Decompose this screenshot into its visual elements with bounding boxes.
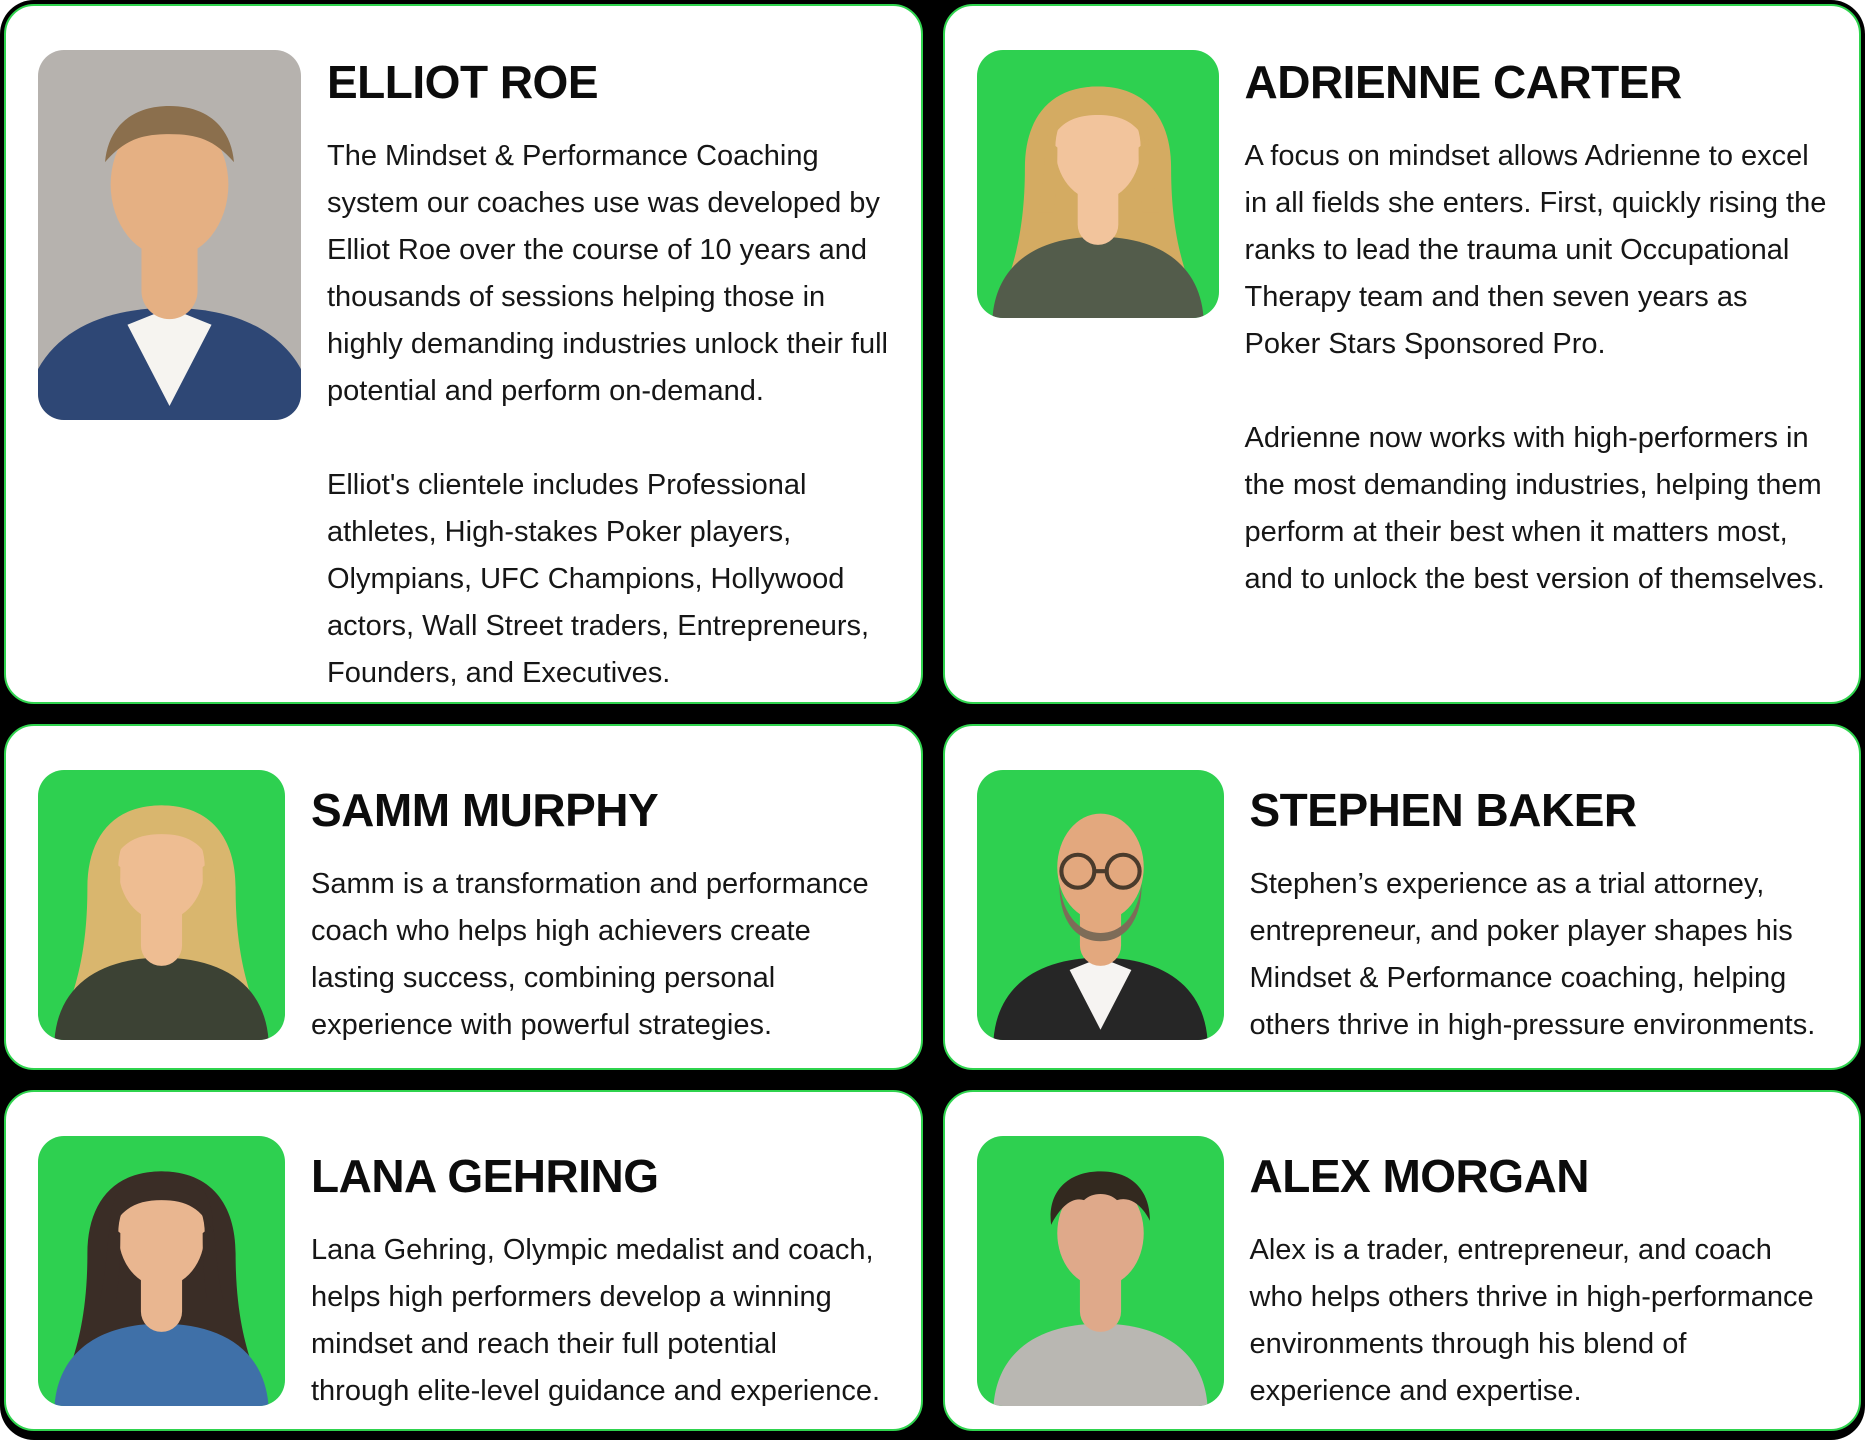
person-portrait-icon: [977, 770, 1224, 1040]
coach-name: LANA GEHRING: [311, 1150, 659, 1202]
coach-name: ADRIENNE CARTER: [1244, 56, 1682, 108]
coach-card-elliot-roe: [4, 4, 923, 704]
person-portrait-icon: [38, 1136, 285, 1406]
coach-text-column: [311, 1132, 893, 1415]
coach-bio: [1250, 1227, 1832, 1415]
coach-bio-paragraph: The Mindset & Performance Coaching system our coaches use was developed by Elliot Roe over the course of 10 years and thousands of sessions helping those in highly demanding industries unlock their full potential and perform on-demand.: [327, 139, 888, 407]
coach-bio: [311, 861, 893, 1049]
person-portrait-icon: [38, 50, 301, 420]
coach-bio-paragraph: Alex is a trader, entrepreneur, and coach who helps others thrive in high-performance environments through his blend of experience and expertise.: [1249, 1233, 1814, 1407]
coach-card-adrienne-carter: [943, 4, 1862, 704]
person-portrait-icon: [977, 50, 1219, 318]
coach-bio: [327, 133, 893, 697]
coach-name: STEPHEN BAKER: [1249, 784, 1637, 836]
coach-bio-paragraph: Adrienne now works with high-performers in the most demanding industries, helping them perform at their best when it matters most, and to unlock the best version of themselves.: [1244, 421, 1825, 595]
coach-photo: [977, 50, 1219, 318]
coach-bio-paragraph: Elliot's clientele includes Professional athletes, High-stakes Poker players, Olympians, UFC Champions, Hollywood actors, Wall Street traders, Entrepreneurs, Founders, and Executives.: [327, 468, 870, 689]
coach-photo: [38, 50, 301, 420]
coach-bio: [311, 1227, 893, 1415]
coach-name: ALEX MORGAN: [1249, 1150, 1589, 1202]
coach-card-samm-murphy: [4, 724, 923, 1070]
coach-bio-paragraph: Stephen’s experience as a trial attorney, entrepreneur, and poker player shapes his Mindset & Performance coaching, helping others thrive in high-pressure environments.: [1249, 867, 1816, 1041]
coach-photo: [977, 1136, 1224, 1406]
coach-text-column: [311, 766, 893, 1049]
coach-bio-paragraph: A focus on mindset allows Adrienne to excel in all fields she enters. First, quickly rising the ranks to lead the trauma unit Occupational Therapy team and then seven years as Poker Stars Sponsored Pro.: [1244, 139, 1827, 360]
coach-text-column: [1250, 1132, 1832, 1415]
coach-name: ELLIOT ROE: [327, 56, 598, 108]
coach-photo: [38, 770, 285, 1040]
person-portrait-icon: [977, 1136, 1224, 1406]
coach-text-column: [327, 46, 893, 697]
coach-card-lana-gehring: [4, 1090, 923, 1431]
coach-card-stephen-baker: [943, 724, 1862, 1070]
coach-text-column: [1250, 766, 1832, 1049]
coach-photo: [38, 1136, 285, 1406]
person-portrait-icon: [38, 770, 285, 1040]
coach-text-column: [1245, 46, 1832, 603]
coach-bio-paragraph: Lana Gehring, Olympic medalist and coach, helps high performers develop a winning mindset and reach their full potential through elite-level guidance and experience.: [311, 1233, 881, 1407]
coach-card-alex-morgan: [943, 1090, 1862, 1431]
coach-photo: [977, 770, 1224, 1040]
coach-bio: [1245, 133, 1832, 603]
coach-bio-paragraph: Samm is a transformation and performance coach who helps high achievers create lasting success, combining personal experience with powerful strategies.: [311, 867, 869, 1041]
coach-bio: [1250, 861, 1832, 1049]
coach-name: SAMM MURPHY: [311, 784, 659, 836]
